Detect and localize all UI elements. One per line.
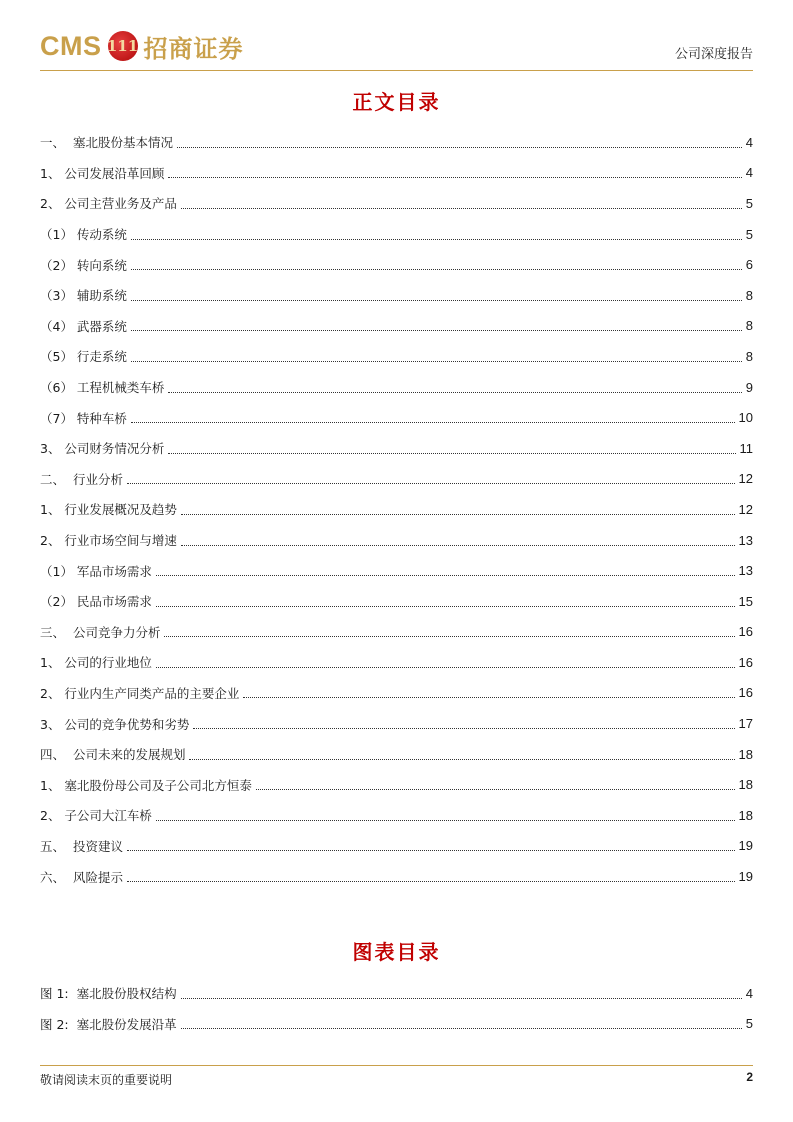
entry-label: 图 2: 塞北股份发展沿革 xyxy=(40,1016,177,1032)
toc-entry[interactable] xyxy=(40,647,753,678)
entry-page-number: 8 xyxy=(745,287,753,303)
entry-page-number: 9 xyxy=(745,379,753,395)
toc-entry[interactable] xyxy=(40,249,753,280)
figures-list xyxy=(40,978,753,1039)
dot-leader xyxy=(131,269,742,270)
entry-page-number: 16 xyxy=(738,624,753,640)
entry-page-number: 17 xyxy=(738,716,753,732)
toc-entry[interactable] xyxy=(40,464,753,495)
toc-entry[interactable] xyxy=(40,219,753,250)
entry-label: 二、 行业分析 xyxy=(40,471,123,487)
dot-leader xyxy=(164,636,734,637)
entry-page-number: 13 xyxy=(738,532,753,548)
dot-leader xyxy=(181,208,742,209)
logo-chinese-text: 招商证券 xyxy=(143,33,244,63)
toc-entry[interactable] xyxy=(40,433,753,464)
toc-entry[interactable] xyxy=(40,402,753,433)
entry-page-number: 12 xyxy=(738,471,753,487)
entry-label: 四、 公司未来的发展规划 xyxy=(40,747,186,763)
entry-label: （7） 特种车桥 xyxy=(40,410,127,426)
figure-entry[interactable] xyxy=(40,1009,753,1040)
entry-page-number: 10 xyxy=(738,410,753,426)
entry-page-number: 16 xyxy=(738,685,753,701)
dot-leader xyxy=(156,575,735,576)
toc-entry[interactable] xyxy=(40,158,753,189)
entry-label: 1、 公司的行业地位 xyxy=(40,655,152,671)
toc-entry[interactable] xyxy=(40,372,753,403)
dot-leader xyxy=(131,300,742,301)
footer-divider xyxy=(40,1065,753,1066)
entry-page-number: 6 xyxy=(745,257,753,273)
header-divider xyxy=(40,70,753,71)
entry-label: （3） 辅助系统 xyxy=(40,288,127,304)
entry-label: （4） 武器系统 xyxy=(40,318,127,334)
entry-page-number: 4 xyxy=(745,165,753,181)
entry-label: （5） 行走系统 xyxy=(40,349,127,365)
dot-leader xyxy=(193,728,734,729)
entry-label: 2、 子公司大江车桥 xyxy=(40,808,152,824)
entry-label: （1） 传动系统 xyxy=(40,227,127,243)
entry-label: （2） 民品市场需求 xyxy=(40,594,152,610)
entry-page-number: 13 xyxy=(738,563,753,579)
entry-page-number: 4 xyxy=(745,985,753,1001)
entry-label: （1） 军品市场需求 xyxy=(40,563,152,579)
logo-latin-text: CMS xyxy=(40,30,102,61)
entry-page-number: 5 xyxy=(745,226,753,242)
entry-label: 2、 行业市场空间与增速 xyxy=(40,533,177,549)
dot-leader xyxy=(156,820,735,821)
dot-leader xyxy=(131,330,742,331)
entry-label: 3、 公司的竞争优势和劣势 xyxy=(40,716,190,732)
page-header xyxy=(40,26,753,70)
entry-page-number: 11 xyxy=(739,440,753,456)
entry-label: 三、 公司竞争力分析 xyxy=(40,624,161,640)
page-number: 2 xyxy=(746,1070,753,1084)
dot-leader xyxy=(127,850,735,851)
entry-page-number: 12 xyxy=(738,501,753,517)
dot-leader xyxy=(168,392,741,393)
toc-title: 正文目录 xyxy=(352,90,441,114)
logo-emblem-icon: 111 xyxy=(108,31,138,61)
entry-label: 五、 投资建议 xyxy=(40,838,123,854)
entry-label: 图 1: 塞北股份股权结构 xyxy=(40,986,177,1002)
figures-title: 图表目录 xyxy=(352,940,441,964)
entry-page-number: 19 xyxy=(738,869,753,885)
entry-label: 2、 行业内生产同类产品的主要企业 xyxy=(40,685,240,701)
dot-leader xyxy=(131,361,742,362)
entry-label: （6） 工程机械类车桥 xyxy=(40,380,165,396)
entry-page-number: 8 xyxy=(745,318,753,334)
toc-entry[interactable] xyxy=(40,861,753,892)
toc-entry[interactable] xyxy=(40,280,753,311)
footer-notice: 敬请阅读末页的重要说明 xyxy=(40,1073,173,1087)
dot-leader xyxy=(168,177,741,178)
dot-leader xyxy=(168,453,735,454)
toc-entry[interactable] xyxy=(40,188,753,219)
toc-entry[interactable] xyxy=(40,617,753,648)
toc-entry[interactable] xyxy=(40,678,753,709)
entry-label: 1、 公司发展沿革回顾 xyxy=(40,165,165,181)
entry-label: 2、 公司主营业务及产品 xyxy=(40,196,177,212)
entry-page-number: 8 xyxy=(745,348,753,364)
dot-leader xyxy=(127,483,735,484)
dot-leader xyxy=(131,422,735,423)
company-logo xyxy=(40,26,244,66)
entry-page-number: 5 xyxy=(745,195,753,211)
entry-label: 六、 风险提示 xyxy=(40,869,123,885)
dot-leader xyxy=(131,239,742,240)
entry-label: （2） 转向系统 xyxy=(40,257,127,273)
dot-leader xyxy=(189,759,734,760)
entry-page-number: 16 xyxy=(738,654,753,670)
toc-entry[interactable] xyxy=(40,800,753,831)
dot-leader xyxy=(256,789,735,790)
dot-leader xyxy=(181,998,742,999)
entry-page-number: 4 xyxy=(745,134,753,150)
toc-entry[interactable] xyxy=(40,555,753,586)
dot-leader xyxy=(181,1028,742,1029)
toc-entry[interactable] xyxy=(40,525,753,556)
entry-page-number: 19 xyxy=(738,838,753,854)
dot-leader xyxy=(156,606,735,607)
dot-leader xyxy=(156,667,735,668)
dot-leader xyxy=(127,881,735,882)
figure-entry[interactable] xyxy=(40,978,753,1009)
entry-label: 1、 行业发展概况及趋势 xyxy=(40,502,177,518)
entry-page-number: 18 xyxy=(738,746,753,762)
toc-entry[interactable] xyxy=(40,494,753,525)
toc-entry[interactable] xyxy=(40,586,753,617)
toc-entry[interactable] xyxy=(40,341,753,372)
dot-leader xyxy=(177,147,742,148)
toc-entry[interactable] xyxy=(40,769,753,800)
entry-page-number: 5 xyxy=(745,1016,753,1032)
entry-page-number: 18 xyxy=(738,777,753,793)
dot-leader xyxy=(243,697,734,698)
report-type-label: 公司深度报告 xyxy=(674,47,753,62)
toc-entry[interactable] xyxy=(40,739,753,770)
toc-entry[interactable] xyxy=(40,708,753,739)
entry-page-number: 15 xyxy=(738,593,753,609)
entry-label: 1、 塞北股份母公司及子公司北方恒泰 xyxy=(40,777,252,793)
toc-entry[interactable] xyxy=(40,311,753,342)
dot-leader xyxy=(181,514,735,515)
dot-leader xyxy=(181,545,735,546)
entry-label: 一、 塞北股份基本情况 xyxy=(40,135,173,151)
entry-label: 3、 公司财务情况分析 xyxy=(40,441,165,457)
toc-entry[interactable] xyxy=(40,831,753,862)
toc-entry[interactable] xyxy=(40,127,753,158)
entry-page-number: 18 xyxy=(738,807,753,823)
toc-list xyxy=(40,127,753,892)
